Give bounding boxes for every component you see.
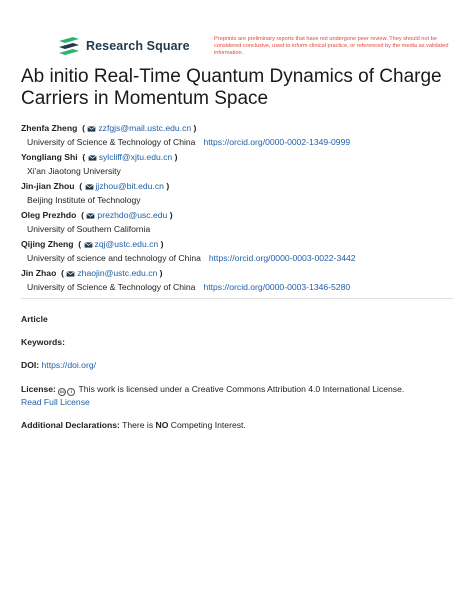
author-affiliation-line bbox=[21, 164, 461, 178]
doi-row bbox=[21, 360, 461, 370]
email-icon bbox=[66, 271, 75, 277]
author-name: Zhenfa Zheng bbox=[21, 123, 78, 133]
paper-title: Ab initio Real-Time Quantum Dynamics of Charge Carriers in Momentum Space bbox=[21, 66, 442, 109]
author-entry bbox=[21, 179, 461, 207]
article-type-label: Article bbox=[21, 314, 48, 324]
author-name-line: Zhenfa Zheng ( zzfgjs@mail.ustc.edu.cn ) bbox=[21, 123, 197, 133]
author-affiliation-line bbox=[21, 222, 461, 236]
author-affiliation: University of Science & Technology of China bbox=[27, 137, 196, 147]
author-name-line: Yongliang Shi ( sylcliff@xjtu.edu.cn ) bbox=[21, 152, 178, 162]
page-header bbox=[0, 0, 474, 62]
author-name-line: Jin Zhao ( zhaojin@ustc.edu.cn ) bbox=[21, 268, 163, 278]
doi-label: DOI: bbox=[21, 360, 40, 370]
author-list bbox=[21, 121, 461, 295]
author-entry bbox=[21, 121, 461, 149]
doi-link[interactable]: https://doi.org/ bbox=[41, 360, 96, 370]
author-email-link[interactable]: jjzhou@bit.edu.cn bbox=[95, 181, 164, 191]
email-icon bbox=[86, 213, 95, 219]
email-icon bbox=[88, 155, 97, 161]
author-orcid-link[interactable]: https://orcid.org/0000-0003-1346-5280 bbox=[203, 282, 351, 292]
license-label: License: bbox=[21, 384, 56, 394]
author-email-link[interactable]: prezhdo@usc.edu bbox=[97, 210, 168, 220]
author-name-line: Jin-jian Zhou ( jjzhou@bit.edu.cn ) bbox=[21, 181, 170, 191]
author-email-link[interactable]: zhaojin@ustc.edu.cn bbox=[77, 268, 158, 278]
keywords-row bbox=[21, 337, 461, 347]
author-email-link[interactable]: zzfgjs@mail.ustc.edu.cn bbox=[98, 123, 192, 133]
author-name-line: Qijing Zheng ( zqj@ustc.edu.cn ) bbox=[21, 239, 164, 249]
author-entry bbox=[21, 150, 461, 178]
author-name: Jin Zhao bbox=[21, 268, 57, 278]
author-affiliation-line bbox=[21, 193, 461, 207]
author-affiliation-line bbox=[21, 280, 461, 294]
author-entry bbox=[21, 237, 461, 265]
author-affiliation: University of Southern California bbox=[27, 224, 151, 234]
declarations-label: Additional Declarations: bbox=[21, 420, 120, 430]
research-square-logo-icon bbox=[57, 37, 81, 55]
keywords-label: Keywords: bbox=[21, 337, 65, 347]
license-row bbox=[21, 383, 461, 409]
license-text: This work is licensed under a Creative Commons Attribution 4.0 International License. bbox=[78, 384, 405, 394]
logo-text: Research Square bbox=[86, 39, 190, 53]
author-name: Yongliang Shi bbox=[21, 152, 78, 162]
author-entry bbox=[21, 266, 461, 294]
author-affiliation: Beijing Institute of Technology bbox=[27, 195, 141, 205]
author-entry bbox=[21, 208, 461, 236]
author-name: Qijing Zheng bbox=[21, 239, 74, 249]
author-name-line: Oleg Prezhdo ( prezhdo@usc.edu ) bbox=[21, 210, 173, 220]
section-divider bbox=[21, 298, 453, 299]
author-affiliation: University of science and technology of China bbox=[27, 253, 201, 263]
declarations-row bbox=[21, 420, 461, 430]
email-icon bbox=[87, 126, 96, 132]
author-affiliation-line bbox=[21, 135, 461, 149]
by-icon: i bbox=[67, 388, 75, 396]
read-full-license-link[interactable]: Read Full License bbox=[21, 397, 90, 407]
declarations-no: NO bbox=[155, 420, 169, 430]
author-name: Jin-jian Zhou bbox=[21, 181, 75, 191]
author-affiliation: University of Science & Technology of China bbox=[27, 282, 196, 292]
email-icon bbox=[85, 184, 94, 190]
declarations-post: Competing Interest. bbox=[170, 420, 246, 430]
author-affiliation: Xi'an Jiaotong University bbox=[27, 166, 121, 176]
author-email-link[interactable]: sylcliff@xjtu.edu.cn bbox=[98, 152, 173, 162]
author-orcid-link[interactable]: https://orcid.org/0000-0003-0022-3442 bbox=[208, 253, 356, 263]
author-name: Oleg Prezhdo bbox=[21, 210, 77, 220]
author-email-link[interactable]: zqj@ustc.edu.cn bbox=[94, 239, 159, 249]
author-orcid-link[interactable]: https://orcid.org/0000-0002-1349-0999 bbox=[203, 137, 351, 147]
email-icon bbox=[84, 242, 93, 248]
declarations-pre: There is bbox=[122, 420, 154, 430]
research-square-logo[interactable] bbox=[57, 37, 190, 55]
author-affiliation-line bbox=[21, 251, 461, 265]
preprint-notice: Preprints are preliminary reports that have not undergone peer review. They should not be considered conclusive, used to inform clinical practice, or referenced by the media as validated information. bbox=[214, 36, 449, 57]
cc-icon: cc bbox=[59, 389, 65, 394]
article-type bbox=[21, 314, 461, 324]
